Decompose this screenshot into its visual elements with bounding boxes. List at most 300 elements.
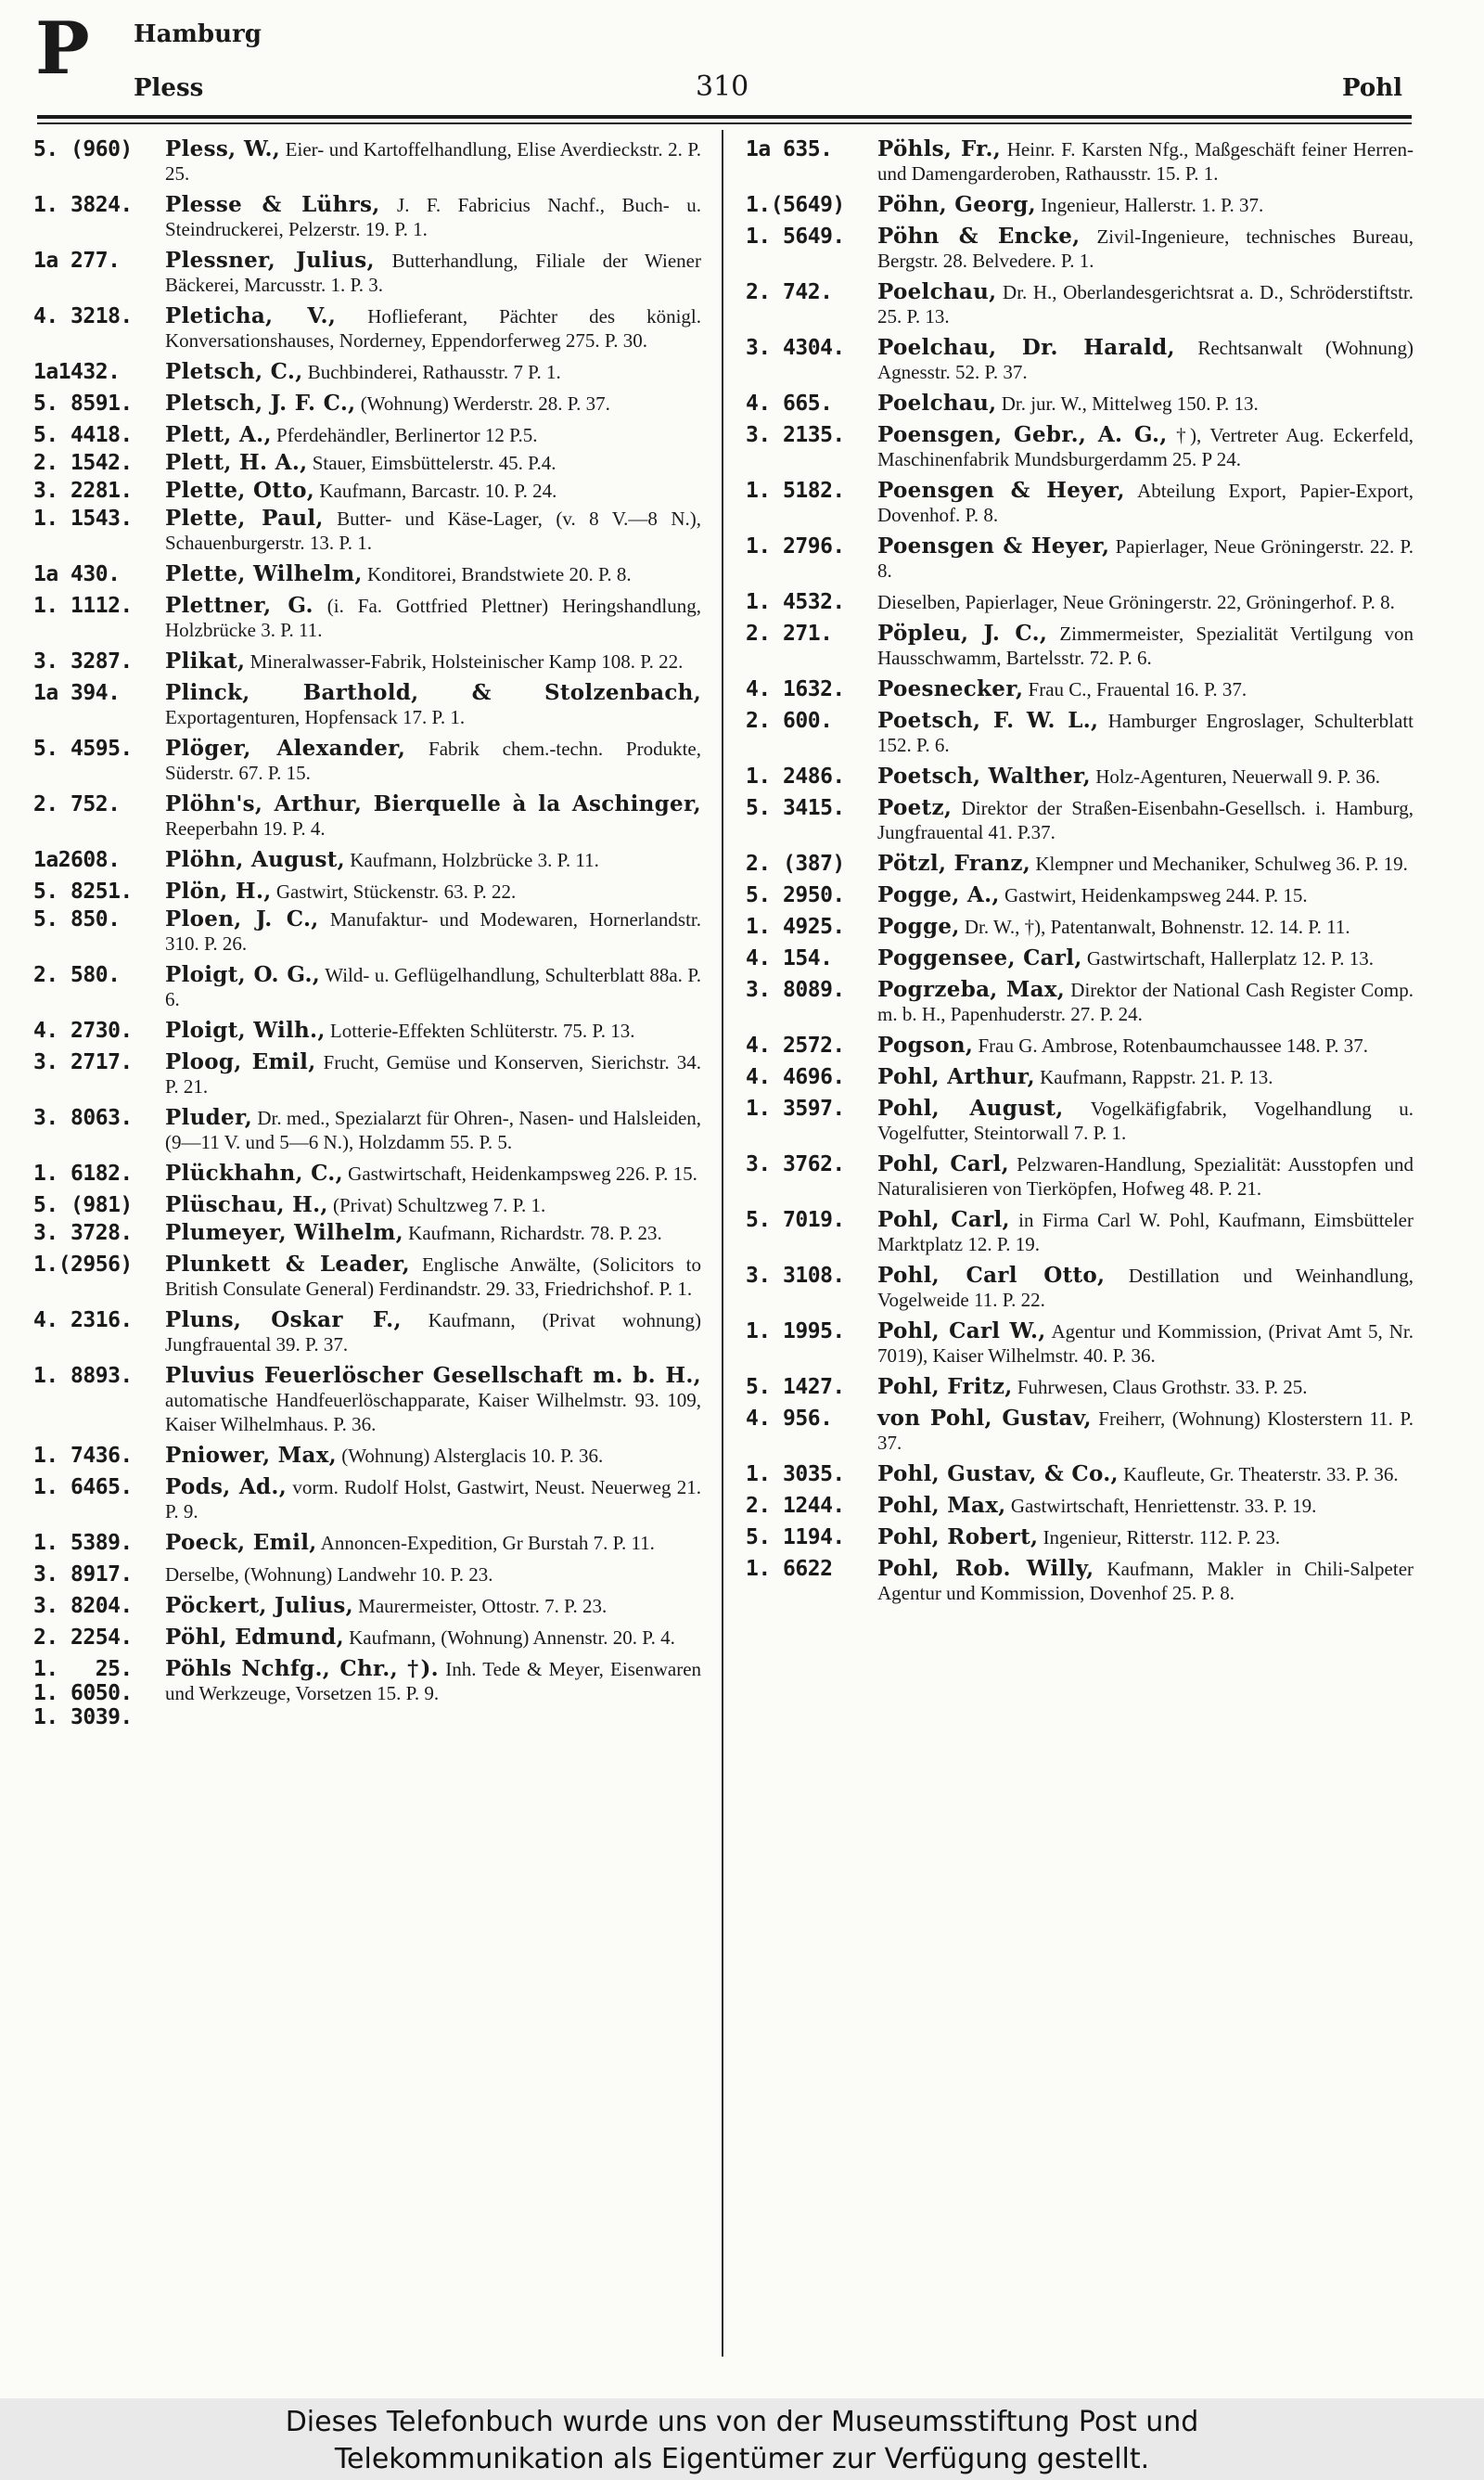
entry-details: Holz-Agenturen, Neuerwall 9. P. 36.	[1095, 765, 1380, 788]
subscriber-name: Poensgen & Heyer,	[877, 478, 1125, 503]
phone-number: 1a 430.	[33, 562, 121, 586]
phone-number: 5. 3415.	[746, 796, 845, 820]
subscriber-name: Plette, Paul,	[165, 506, 324, 531]
phone-number: 3. 8089.	[746, 978, 845, 1002]
entry-details: Freiherr, (Wohnung) Klosterstern 11. P. 37.	[877, 1407, 1414, 1454]
subscriber-name: Plette, Otto,	[165, 478, 315, 503]
directory-entry	[33, 1531, 701, 1555]
directory-entry	[746, 590, 1414, 614]
directory-entry	[746, 392, 1414, 416]
entry-details: Zivil-Ingenieure, technisches Bureau, Bergstr. 28. Belvedere. P. 1.	[877, 225, 1414, 272]
entry-text	[877, 852, 1414, 876]
entry-text	[165, 681, 701, 729]
directory-entry	[33, 848, 701, 872]
entry-text	[877, 1152, 1414, 1201]
entry-details: Mineralwasser-Fabrik, Holsteinischer Kamp 108. P. 22.	[249, 650, 684, 673]
phone-number: 3. 2135.	[746, 423, 845, 447]
phone-number: 2. 600.	[746, 709, 833, 733]
subscriber-name: Pleticha, V.,	[165, 303, 337, 328]
entry-text	[165, 249, 701, 297]
entry-details: Gastwirtschaft, Heidenkampsweg 226. P. 15.	[348, 1163, 697, 1185]
entry-text	[165, 1253, 701, 1301]
entry-text	[877, 1462, 1414, 1486]
phone-number: 1. 2796.	[746, 534, 845, 559]
entry-text	[877, 1319, 1414, 1368]
entry-details: Inh. Tede & Meyer, Eisenwaren und Werkzeuge, Vorsetzen 15. P. 9.	[165, 1658, 702, 1704]
entry-details: Hamburger Engroslager, Schulterblatt 152. P. 6.	[877, 710, 1414, 756]
phone-number: 1a 277.	[33, 249, 121, 273]
entry-text	[877, 978, 1414, 1026]
subscriber-name: Poetsch, F. W. L.,	[877, 708, 1099, 733]
entry-details: Ingenieur, Ritterstr. 112. P. 23.	[1043, 1526, 1281, 1548]
subscriber-name: Pogson,	[877, 1033, 974, 1058]
directory-entry	[746, 479, 1414, 527]
subscriber-name: Plikat,	[165, 649, 246, 674]
entry-details: vorm. Rudolf Holst, Gastwirt, Neust. Neuerweg 21. P. 9.	[165, 1476, 701, 1523]
phone-number: 1. 5389.	[33, 1531, 133, 1555]
phone-number: 1. 4532.	[746, 590, 845, 614]
directory-entry	[746, 1525, 1414, 1549]
subscriber-name: Pohl, Carl,	[877, 1151, 1009, 1176]
entry-text	[165, 737, 701, 785]
entry-text	[165, 1221, 701, 1245]
phone-number: 4. 665.	[746, 392, 833, 416]
phone-number: 1. 5182.	[746, 479, 845, 503]
phone-number: 3. 8063.	[33, 1106, 133, 1130]
phone-number: 4. 4696.	[746, 1065, 845, 1089]
entry-details: Eier- und Kartoffelhandlung, Elise Averdieckstr. 2. P. 25.	[165, 138, 702, 185]
directory-entry	[746, 280, 1414, 328]
directory-entry	[746, 534, 1414, 583]
subscriber-name: Pohl, Carl,	[877, 1207, 1010, 1232]
entry-text	[165, 1475, 701, 1523]
entry-text	[165, 562, 701, 586]
subscriber-name: Plöhn's, Arthur, Bierquelle à la Aschinger,	[165, 791, 701, 816]
entry-text	[877, 1034, 1414, 1058]
entry-text	[877, 336, 1414, 384]
directory-entry	[33, 562, 701, 586]
header-rule-thin	[37, 122, 1412, 124]
phone-number: 1.(2956)	[33, 1253, 133, 1277]
directory-entry	[746, 137, 1414, 186]
right-column	[746, 137, 1414, 1613]
entry-details: Butter- und Käse-Lager, (v. 8 V.—8 N.), Schauenburgerstr. 13. P. 1.	[165, 508, 702, 554]
entry-text	[165, 1193, 701, 1217]
subscriber-name: Plesse & Lührs,	[165, 192, 380, 217]
entry-details: Wild- u. Geflügelhandlung, Schulterblatt 88a. P. 6.	[165, 964, 702, 1010]
subscriber-name: Pluvius Feuerlöscher Gesellschaft m. b. H.,	[165, 1363, 701, 1388]
directory-entry	[746, 852, 1414, 876]
subscriber-name: Pohl, Arthur,	[877, 1064, 1035, 1089]
entry-text	[165, 880, 701, 904]
phone-number: 3. 3287.	[33, 649, 133, 674]
entry-details: Direktor der National Cash Register Comp. m. b. H., Papenhuderstr. 27. P. 24.	[877, 979, 1414, 1025]
entry-text	[165, 1019, 701, 1043]
entry-details: Ingenieur, Hallerstr. 1. P. 37.	[1041, 194, 1264, 216]
entry-details: Reeperbahn 19. P. 4.	[165, 817, 326, 840]
entry-details: Vogelkäfigfabrik, Vogelhandlung u. Vogelfutter, Steintorwall 7. P. 1.	[877, 1098, 1414, 1144]
entry-text	[877, 534, 1414, 583]
directory-entry	[746, 1494, 1414, 1518]
entry-details: automatische Handfeuerlöschapparate, Kaiser Wilhelmstr. 93. 109, Kaiser Wilhelmhaus. P. 36.	[165, 1389, 701, 1435]
subscriber-name: Pluder,	[165, 1105, 253, 1130]
entry-details: Pelzwaren-Handlung, Spezialität: Ausstopfen und Naturalisieren von Tierköpfen, Hofweg 48. P. 21.	[877, 1153, 1414, 1200]
subscriber-name: Plumeyer, Wilhelm,	[165, 1220, 403, 1245]
entry-details: (Wohnung) Alsterglacis 10. P. 36.	[341, 1445, 604, 1467]
subscriber-name: Plettner, G.	[165, 593, 313, 618]
entry-details: Frau G. Ambrose, Rotenbaumchaussee 148. P. 37.	[978, 1034, 1369, 1057]
subscriber-name: Pogrzeba, Max,	[877, 977, 1066, 1002]
subscriber-name: Plüschau, H.,	[165, 1192, 328, 1217]
directory-entry	[33, 249, 701, 297]
entry-text	[165, 392, 701, 416]
subscriber-name: von Pohl, Gustav,	[877, 1406, 1092, 1431]
first-entry-keyword: Pless	[134, 74, 204, 102]
entry-text	[877, 915, 1414, 939]
directory-entry	[746, 1065, 1414, 1089]
entry-details: Konditorei, Brandstwiete 20. P. 8.	[366, 563, 632, 585]
phone-number: 1. 4925.	[746, 915, 845, 939]
subscriber-name: Plett, H. A.,	[165, 450, 308, 475]
entry-details: Agentur und Kommission, (Privat Amt 5, Nr. 7019), Kaiser Wilhelmstr. 40. P. 36.	[877, 1320, 1414, 1367]
directory-entry	[746, 883, 1414, 907]
subscriber-name: Poelchau, Dr. Harald,	[877, 335, 1175, 360]
phone-number: 1. 3824.	[33, 193, 133, 217]
phone-number: 1. 5649.	[746, 225, 845, 249]
directory-entry	[33, 792, 701, 841]
entry-text	[877, 1375, 1414, 1399]
entry-text	[877, 280, 1414, 328]
phone-number: 3. 3728.	[33, 1221, 133, 1245]
phone-number: 2. 2254.	[33, 1625, 133, 1650]
directory-entry	[746, 946, 1414, 970]
subscriber-name: Poggensee, Carl,	[877, 945, 1082, 970]
entry-text	[165, 507, 701, 555]
entry-text	[165, 1657, 701, 1705]
entry-details: Lotterie-Effekten Schlüterstr. 75. P. 13.	[329, 1020, 635, 1042]
directory-entry	[746, 225, 1414, 273]
entry-details: Butterhandlung, Filiale der Wiener Bäckerei, Marcusstr. 1. P. 3.	[165, 250, 701, 296]
phone-number: 1. 8893.	[33, 1364, 133, 1388]
directory-entry	[746, 1407, 1414, 1455]
phone-number: 4. 1632.	[746, 677, 845, 701]
directory-entry	[33, 1475, 701, 1523]
directory-entry	[33, 737, 701, 785]
page-header	[0, 0, 1484, 121]
entry-details: †), Vertreter Aug. Eckerfeld, Maschinenfabrik Mundsburgerdamm 25. P 24.	[877, 424, 1414, 470]
subscriber-name: Plöger, Alexander,	[165, 736, 406, 761]
entry-details: Abteilung Export, Papier-Export, Dovenhof. P. 8.	[877, 480, 1414, 526]
entry-details: (Privat) Schultzweg 7. P. 1.	[332, 1194, 546, 1216]
subscriber-name: Ploog, Emil,	[165, 1049, 316, 1074]
phone-number: 1. 6182.	[33, 1162, 133, 1186]
entry-details: Stauer, Eimsbüttelerstr. 45. P.4.	[312, 452, 556, 474]
entry-details: Kaufmann, Richardstr. 78. P. 23.	[408, 1222, 662, 1244]
phone-number: 1a1432.	[33, 360, 121, 384]
entry-text	[165, 594, 701, 642]
directory-entry	[33, 594, 701, 642]
entry-details: Frucht, Gemüse und Konserven, Sierichstr. 34. P. 21.	[165, 1051, 701, 1098]
entry-details: Fabrik chem.-techn. Produkte, Süderstr. 67. P. 15.	[165, 738, 702, 784]
subscriber-name: Pogge,	[877, 914, 960, 939]
directory-entry	[33, 304, 701, 353]
phone-number: 5. 7019.	[746, 1208, 845, 1232]
phone-number: 3. 2717.	[33, 1050, 133, 1074]
phone-number: 1.(5649)	[746, 193, 845, 217]
phone-number: 3. 3762.	[746, 1152, 845, 1176]
entry-details: Papierlager, Neue Gröningerstr. 22. P. 8.	[877, 535, 1414, 582]
entry-details: Buchbinderei, Rathausstr. 7 P. 1.	[307, 361, 561, 383]
phone-number: 1. 1995.	[746, 1319, 845, 1343]
entry-details: Dieselben, Papierlager, Neue Gröningerstr. 22, Gröningerhof. P. 8.	[877, 591, 1395, 613]
directory-entry	[746, 709, 1414, 757]
entry-text	[165, 848, 701, 872]
directory-entry	[746, 336, 1414, 384]
entry-text	[877, 137, 1414, 186]
entry-text	[165, 1444, 701, 1468]
phone-number: 3. 8917.	[33, 1562, 133, 1587]
entry-details: Kaufmann, Holzbrücke 3. P. 11.	[350, 849, 599, 871]
entry-details: Kaufmann, Barcastr. 10. P. 24.	[319, 480, 557, 502]
entry-details: Dr. med., Spezialarzt für Ohren-, Nasen- und Halsleiden, (9—11 V. und 5—6 N.), Holzdamm 55. P. 5.	[165, 1107, 702, 1153]
entry-text	[877, 709, 1414, 757]
subscriber-name: Pohl, Carl W.,	[877, 1318, 1046, 1343]
directory-entry	[746, 978, 1414, 1026]
directory-entry	[33, 649, 701, 674]
subscriber-name: Pohl, Fritz,	[877, 1374, 1013, 1399]
subscriber-name: Poesnecker,	[877, 676, 1024, 701]
phone-number: 1. 2486.	[746, 765, 845, 789]
phone-number: 1. 6465.	[33, 1475, 133, 1499]
entry-text	[165, 1106, 701, 1154]
subscriber-name: Plunkett & Leader,	[165, 1252, 410, 1277]
subscriber-name: Plöhn, August,	[165, 847, 345, 872]
phone-number: 1a 394.	[33, 681, 121, 705]
entry-text	[165, 193, 701, 241]
directory-entry	[33, 1253, 701, 1301]
entry-details: Pferdehändler, Berlinertor 12 P.5.	[276, 424, 538, 446]
subscriber-name: Pohl, Robert,	[877, 1524, 1039, 1549]
entry-text	[877, 1065, 1414, 1089]
entry-text	[165, 792, 701, 841]
directory-entry	[746, 1462, 1414, 1486]
subscriber-name: Pohl, Max,	[877, 1493, 1006, 1518]
phone-number: 5. 8591.	[33, 392, 133, 416]
subscriber-name: Ploen, J. C.,	[165, 906, 319, 932]
phone-number: 1a 635.	[746, 137, 833, 161]
phone-number: 5. 1427.	[746, 1375, 845, 1399]
footer-line-1: Dieses Telefonbuch wurde uns von der Museumsstiftung Post und	[285, 2406, 1199, 2438]
subscriber-name: Poeck, Emil,	[165, 1530, 317, 1555]
directory-entry	[33, 360, 701, 384]
directory-entry	[33, 392, 701, 416]
directory-entry	[33, 1562, 701, 1587]
subscriber-name: Pötzl, Franz,	[877, 851, 1031, 876]
entry-details: Kaufleute, Gr. Theaterstr. 33. P. 36.	[1123, 1463, 1399, 1485]
entry-details: Kaufmann, Rappstr. 21. P. 13.	[1040, 1066, 1273, 1088]
directory-entry	[33, 479, 701, 503]
phone-number: 1. 1543.	[33, 507, 133, 531]
directory-entry	[33, 963, 701, 1011]
subscriber-name: Ploigt, O. G.,	[165, 962, 321, 987]
entry-details: (Wohnung) Werderstr. 28. P. 37.	[360, 392, 610, 415]
phone-number: 5. 1194.	[746, 1525, 845, 1549]
entry-details: Gastwirtschaft, Henriettenstr. 33. P. 19.	[1010, 1495, 1317, 1517]
directory-entry	[33, 880, 701, 904]
entry-details: Direktor der Straßen-Eisenbahn-Gesellsch. i. Hamburg, Jungfrauental 41. P.37.	[877, 797, 1414, 843]
entry-text	[165, 304, 701, 353]
subscriber-name: Pletsch, J. F. C.,	[165, 391, 356, 416]
directory-entry	[33, 1050, 701, 1099]
phone-number: 2. 752.	[33, 792, 121, 816]
directory-entry	[746, 622, 1414, 670]
entry-details: Rechtsanwalt (Wohnung) Agnesstr. 52. P. 37.	[877, 337, 1414, 383]
subscriber-name: Pöhls, Fr.,	[877, 136, 1002, 161]
subscriber-name: Pohl, August,	[877, 1096, 1064, 1121]
entry-details: Frau C., Frauental 16. P. 37.	[1028, 678, 1247, 700]
footer-line-2: Telekommunikation als Eigentümer zur Verfügung gestellt.	[334, 2443, 1150, 2475]
phone-number: 2. (387)	[746, 852, 845, 876]
subscriber-name: Plückhahn, C.,	[165, 1161, 343, 1186]
phone-number: 5. 4418.	[33, 423, 133, 447]
phone-number: 5. (960)	[33, 137, 133, 161]
directory-entry	[33, 1657, 701, 1729]
subscriber-name: Pods, Ad.,	[165, 1474, 288, 1499]
entry-details: Dr. W., †), Patentanwalt, Bohnenstr. 12. 14. P. 11.	[964, 916, 1350, 938]
phone-number: 4. 154.	[746, 946, 833, 970]
entry-text	[165, 1625, 701, 1650]
directory-entry	[33, 1594, 701, 1618]
subscriber-name: Plessner, Julius,	[165, 248, 375, 273]
subscriber-name: Poelchau,	[877, 279, 997, 304]
subscriber-name: Pohl, Rob. Willy,	[877, 1556, 1094, 1581]
entry-text	[877, 590, 1414, 614]
subscriber-name: Poensgen, Gebr., A. G.,	[877, 422, 1168, 447]
phone-number: 3. 3108.	[746, 1264, 845, 1288]
phone-number: 2. 1542.	[33, 451, 133, 475]
page-number: 310	[696, 71, 749, 103]
phone-number: 3. 8204.	[33, 1594, 133, 1618]
subscriber-name: Plön, H.,	[165, 879, 272, 904]
directory-entry	[746, 423, 1414, 471]
directory-entry	[33, 507, 701, 555]
entry-text	[165, 479, 701, 503]
directory-entry	[33, 1444, 701, 1468]
subscriber-name: Pless, W.,	[165, 136, 281, 161]
entry-text	[165, 360, 701, 384]
entry-text	[877, 225, 1414, 273]
phone-number: 3. 4304.	[746, 336, 845, 360]
entry-details: Dr. jur. W., Mittelweg 150. P. 13.	[1001, 392, 1259, 415]
directory-entry	[746, 1264, 1414, 1312]
entry-text	[877, 1407, 1414, 1455]
entry-details: Fuhrwesen, Claus Grothstr. 33. P. 25.	[1017, 1376, 1308, 1398]
column-divider	[722, 130, 723, 2357]
entry-details: Kaufmann, (Wohnung) Annenstr. 20. P. 4.	[349, 1626, 675, 1649]
entry-text	[165, 907, 701, 956]
entry-text	[877, 765, 1414, 789]
subscriber-name: Pletsch, C.,	[165, 359, 303, 384]
entry-details: in Firma Carl W. Pohl, Kaufmann, Eimsbütteler Marktplatz 12. P. 19.	[877, 1209, 1414, 1255]
entry-text	[877, 677, 1414, 701]
directory-entry	[33, 1308, 701, 1356]
phone-number: 2. 1244.	[746, 1494, 845, 1518]
entry-details: Exportagenturen, Hopfensack 17. P. 1.	[165, 706, 466, 728]
subscriber-name: Ploigt, Wilh.,	[165, 1018, 326, 1043]
phone-number: 1. 3035.	[746, 1462, 845, 1486]
directory-entry	[746, 193, 1414, 217]
directory-entry	[746, 1034, 1414, 1058]
entry-details: Heinr. F. Karsten Nfg., Maßgeschäft feiner Herren- und Damengarderoben, Rathausstr. 15. P. 1.	[877, 138, 1414, 185]
subscriber-name: Pöckert, Julius,	[165, 1593, 353, 1618]
entry-details: Kaufmann, (Privat wohnung) Jungfrauental 39. P. 37.	[165, 1309, 701, 1356]
footer-note	[0, 2398, 1484, 2480]
phone-number: 1. 1112.	[33, 594, 133, 618]
entry-text	[877, 479, 1414, 527]
subscriber-name: Plette, Wilhelm,	[165, 561, 363, 586]
section-letter: P	[35, 6, 90, 91]
entry-text	[877, 622, 1414, 670]
phone-number: 5. 850.	[33, 907, 121, 932]
directory-entry	[746, 1319, 1414, 1368]
directory-entry	[746, 765, 1414, 789]
entry-details: Dr. H., Oberlandesgerichtsrat a. D., Schröderstiftstr. 25. P. 13.	[877, 281, 1414, 328]
entry-details: Klempner und Mechaniker, Schulweg 36. P. 19.	[1035, 853, 1408, 875]
directory-entry	[746, 1375, 1414, 1399]
subscriber-name: Plinck, Barthold, & Stolzenbach,	[165, 680, 701, 705]
entry-text	[165, 1562, 701, 1587]
entry-details: Gastwirt, Stückenstr. 63. P. 22.	[275, 880, 517, 903]
entry-text	[165, 1308, 701, 1356]
entry-text	[165, 1531, 701, 1555]
subscriber-name: Pluns, Oskar F.,	[165, 1307, 402, 1332]
entry-details: J. F. Fabricius Nachf., Buch- u. Steindruckerei, Pelzerstr. 19. P. 1.	[165, 194, 701, 240]
phone-number: 2. 580.	[33, 963, 121, 987]
entry-text	[165, 1050, 701, 1099]
entry-details: Annoncen-Expedition, Gr Burstah 7. P. 11.	[320, 1532, 655, 1554]
directory-entry	[33, 451, 701, 475]
entry-text	[165, 649, 701, 674]
directory-entry	[746, 915, 1414, 939]
entry-details: Maurermeister, Ottostr. 7. P. 23.	[358, 1595, 608, 1617]
directory-entry	[746, 677, 1414, 701]
phone-number: 5. 2950.	[746, 883, 845, 907]
last-entry-keyword: Pohl	[1342, 74, 1402, 102]
directory-entry	[746, 1557, 1414, 1605]
entry-details: Derselbe, (Wohnung) Landwehr 10. P. 23.	[165, 1563, 493, 1586]
entry-text	[165, 963, 701, 1011]
entry-text	[877, 946, 1414, 970]
subscriber-name: Pöpleu, J. C.,	[877, 621, 1048, 646]
phone-number: 4. 2730.	[33, 1019, 133, 1043]
subscriber-name: Plett, A.,	[165, 422, 272, 447]
phone-number: 4. 3218.	[33, 304, 133, 328]
entry-text	[877, 392, 1414, 416]
entry-text	[165, 137, 701, 186]
directory-entry	[33, 681, 701, 729]
header-rule	[37, 115, 1412, 119]
city-name: Hamburg	[134, 20, 262, 48]
directory-entry	[33, 137, 701, 186]
entry-text	[165, 1364, 701, 1436]
phone-number: 4. 2316.	[33, 1308, 133, 1332]
entry-details: Gastwirt, Heidenkampsweg 244. P. 15.	[1004, 884, 1308, 906]
phone-number: 5. 4595.	[33, 737, 133, 761]
entry-details: Destillation und Weinhandlung, Vogelweide 11. P. 22.	[877, 1265, 1414, 1311]
subscriber-name: Pöhn & Encke,	[877, 224, 1081, 249]
subscriber-name: Pöhn, Georg,	[877, 192, 1036, 217]
entry-text	[165, 1594, 701, 1618]
